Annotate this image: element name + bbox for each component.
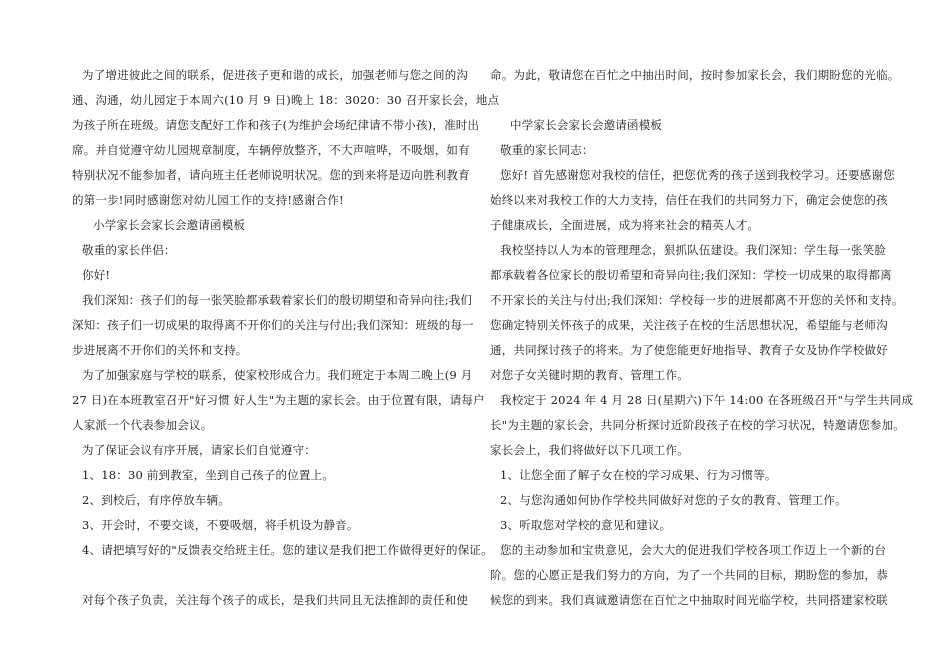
text-line: 子健康成长，全面进展，成为将来社会的精英人才。 (490, 218, 760, 232)
text-line: 对您子女关键时期的教育、管理工作。 (490, 368, 689, 382)
text-line: 深知：孩子们一切成果的取得离不开你们的关注与付出;我们深知：班级的每一 (72, 318, 474, 332)
text-line: 为孩子所在班级。请您支配好工作和孩子(为维护会场纪律请不带小孩)，准时出 (72, 118, 480, 132)
text-line: 都承载着各位家长的殷切希望和奇异向往;我们深知：学校一切成果的取得都离 (490, 268, 892, 282)
text-line: 候您的到来。我们真诚邀请您在百忙之中抽取时间光临学校，共同搭建家校联 (490, 593, 888, 607)
text-line: 为了增进彼此之间的联系，促进孩子更和谐的成长，加强老师与您之间的沟 (82, 68, 469, 82)
text-line: 的第一步!同时感谢您对幼儿园工作的支持!感谢合作! (72, 193, 344, 207)
salutation: 敬重的家长同志： (500, 143, 594, 157)
text-line: 阶。您的心愿正是我们努力的方向，为了一个共同的目标，期盼您的参加，恭 (490, 568, 888, 582)
text-line: 为了保证会议有序开展，请家长们自觉遵守： (82, 443, 316, 457)
text-line: 您好! 首先感谢您对我校的信任，把您优秀的孩子送到我校学习。还要感谢您 (500, 168, 895, 182)
text-line: 命。为此，敬请您在百忙之中抽出时间，按时参加家长会，我们期盼您的光临。 (490, 68, 900, 82)
greeting: 你好! (82, 268, 111, 282)
section-title: 小学家长会家长会邀请函模板 (93, 218, 246, 232)
text-line: 始终以来对我校工作的大力支持，信任在我们的共同努力下，确定会使您的孩 (490, 193, 888, 207)
right-column (475, 0, 950, 672)
text-line: 家长会上，我们将做好以下几项工作。 (490, 443, 689, 457)
list-item: 1、让您全面了解子女在校的学习成果、行为习惯等。 (500, 468, 777, 482)
text-line: 席。并自觉遵守幼儿园规章制度，车辆停放整齐，不大声喧哗，不吸烟，如有 (72, 143, 470, 157)
text-line: 步进展离不开你们的关怀和支持。 (72, 343, 248, 357)
text-line: 27 日)在本班教室召开"好习惯 好人生"为主题的家长会。由于位置有限，请每户 (72, 393, 485, 407)
section-title: 中学家长会家长会邀请函模板 (510, 118, 663, 132)
text-line: 特别状况不能参加者，请向班主任老师说明状况。您的到来将是迈向胜利教育 (72, 168, 470, 182)
salutation: 敬重的家长伴侣： (82, 243, 176, 257)
text-line: 我们深知：孩子们的每一张笑脸都承载着家长们的殷切期望和奇异向往;我们 (82, 293, 473, 307)
list-item: 1、18：30 前到教室，坐到自己孩子的位置上。 (82, 468, 335, 482)
text-line: 不开家长的关注与付出;我们深知：学校每一步的进展都离不开您的关怀和支持。 (490, 293, 904, 307)
list-item: 3、开会时，不要交谈，不要吸烟，将手机设为静音。 (82, 518, 359, 532)
text-line: 您的主动参加和宝贵意见，会大大的促进我们学校各项工作迈上一个新的台 (500, 543, 887, 557)
list-item: 2、与您沟通如何协作学校共同做好对您的子女的教育、管理工作。 (500, 493, 847, 507)
text-line: 我校坚持以人为本的管理理念，狠抓队伍建设。我们深知：学生每一张笑脸 (500, 243, 887, 257)
text-line: 长"为主题的家长会，共同分析探讨近阶段孩子在校的学习状况，特邀请您参加。 (490, 418, 905, 432)
text-line: 为了加强家庭与学校的联系，使家校形成合力。我们班定于本周二晚上(9 月 (82, 368, 473, 382)
text-line: 通，共同探讨孩子的将来。为了使您能更好地指导、教育子女及协作学校做好 (490, 343, 888, 357)
text-line: 我校定于 2024 年 4 月 28 日(星期六)下午 14:00 在各班级召开"与学生共同成 (500, 393, 914, 407)
list-item: 2、到校后，有序停放车辆。 (82, 493, 230, 507)
list-item: 4、请把填写好的"反馈表交给班主任。您的建议是我们把工作做得更好的保证。 (82, 543, 493, 557)
text-line: 人家派一个代表参加会议。 (72, 418, 213, 432)
text-line: 通、沟通，幼儿园定于本周六(10 月 9 日)晚上 18：3020：30 召开家长会，地点 (72, 93, 500, 107)
text-line: 您确定特别关怀孩子的成果，关注孩子在校的生活思想状况，希望能与老师沟 (490, 318, 888, 332)
text-line: 对每个孩子负责，关注每个孩子的成长，是我们共同且无法推卸的责任和使 (82, 593, 469, 607)
list-item: 3、听取您对学校的意见和建议。 (500, 518, 672, 532)
